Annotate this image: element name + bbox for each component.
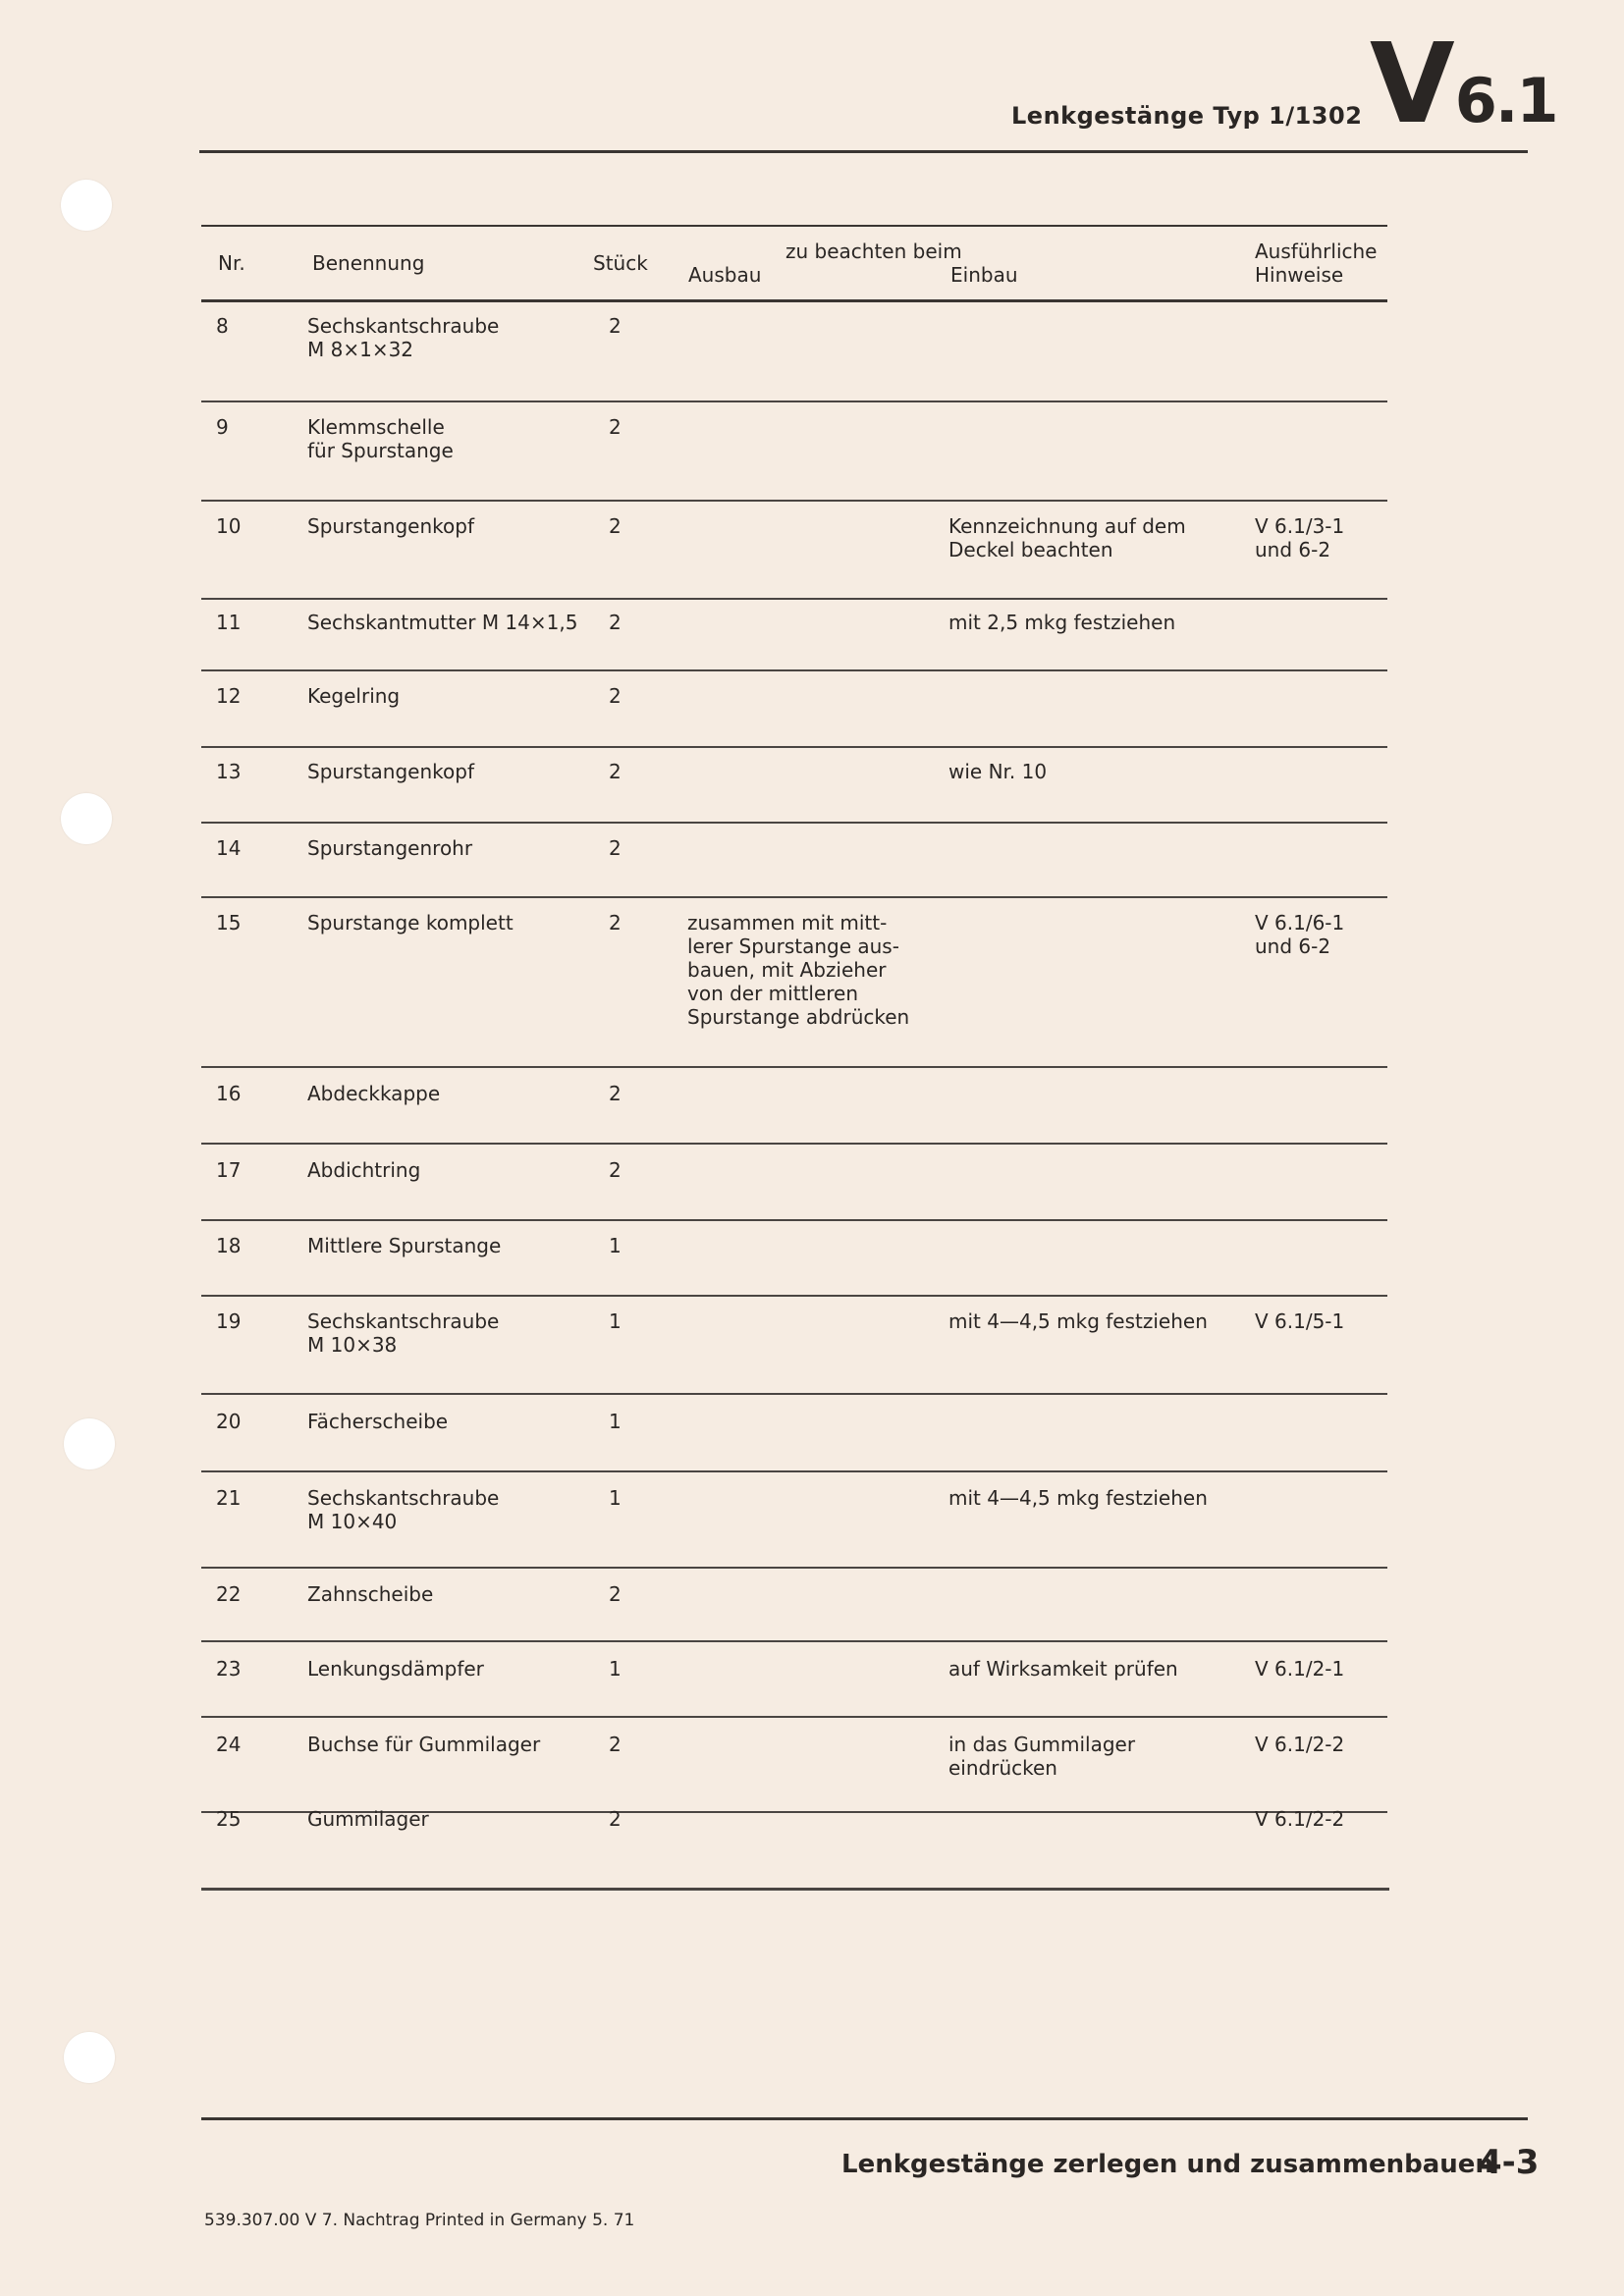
cell-nr: 21: [216, 1486, 242, 1510]
cell-stueck: 1: [609, 1234, 622, 1257]
header-nr: Nr.: [218, 251, 245, 275]
row-divider: [201, 1640, 1387, 1642]
header-einbau: Einbau: [950, 263, 1018, 287]
cell-ausbau: zusammen mit mitt- lerer Spurstange aus- bauen, mit Abzieher von der mittleren Spurstange abdrücken: [687, 911, 910, 1029]
cell-hinweise: V 6.1/3-1 und 6-2: [1255, 514, 1345, 561]
cell-nr: 11: [216, 611, 242, 634]
cell-benennung: Kegelring: [307, 684, 401, 708]
table-header-rule: [201, 299, 1387, 302]
cell-nr: 14: [216, 836, 242, 860]
cell-benennung: Sechskantschraube M 10×40: [307, 1486, 500, 1533]
cell-benennung: Spurstangenkopf: [307, 514, 474, 538]
cell-nr: 24: [216, 1733, 242, 1756]
cell-nr: 15: [216, 911, 242, 934]
cell-einbau: mit 4—4,5 mkg festziehen: [948, 1486, 1208, 1510]
cell-nr: 22: [216, 1582, 242, 1606]
cell-nr: 18: [216, 1234, 242, 1257]
row-divider: [201, 822, 1387, 824]
cell-benennung: Klemmschelle für Spurstange: [307, 415, 454, 462]
footer-title: Lenkgestänge zerlegen und zusammenbauen: [841, 2150, 1493, 2179]
cell-benennung: Spurstangenrohr: [307, 836, 473, 860]
table-top-rule: [201, 225, 1387, 227]
row-divider: [201, 896, 1387, 898]
cell-nr: 12: [216, 684, 242, 708]
row-divider: [201, 1393, 1387, 1395]
cell-einbau: Kennzeichnung auf dem Deckel beachten: [948, 514, 1186, 561]
row-divider: [201, 1888, 1389, 1891]
row-divider: [201, 1219, 1387, 1221]
row-divider: [201, 1716, 1387, 1718]
punch-hole: [61, 180, 112, 231]
cell-nr: 23: [216, 1657, 242, 1681]
cell-stueck: 2: [609, 1158, 622, 1182]
cell-stueck: 1: [609, 1309, 622, 1333]
cell-stueck: 2: [609, 1582, 622, 1606]
cell-stueck: 2: [609, 415, 622, 439]
cell-benennung: Abdeckkappe: [307, 1082, 441, 1105]
row-divider: [201, 400, 1387, 402]
header-rule: [199, 150, 1528, 153]
cell-stueck: 1: [609, 1410, 622, 1433]
section-number: 6.1: [1454, 65, 1557, 136]
cell-stueck: 2: [609, 836, 622, 860]
cell-nr: 10: [216, 514, 242, 538]
section-mark: [1370, 21, 1557, 148]
cell-nr: 9: [216, 415, 229, 439]
row-divider: [201, 1295, 1387, 1297]
footer-rule: [201, 2117, 1528, 2120]
cell-einbau: mit 2,5 mkg festziehen: [948, 611, 1176, 634]
cell-nr: 16: [216, 1082, 242, 1105]
cell-nr: 13: [216, 760, 242, 783]
header-ausbau: Ausbau: [688, 263, 762, 287]
cell-nr: 20: [216, 1410, 242, 1433]
cell-einbau: auf Wirksamkeit prüfen: [948, 1657, 1178, 1681]
cell-benennung: Buchse für Gummilager: [307, 1733, 541, 1756]
imprint: 539.307.00 V 7. Nachtrag Printed in Germany 5. 71: [204, 2211, 635, 2230]
cell-nr: 8: [216, 314, 229, 338]
cell-einbau: wie Nr. 10: [948, 760, 1048, 783]
row-divider: [201, 500, 1387, 502]
cell-stueck: 2: [609, 911, 622, 934]
cell-stueck: 2: [609, 684, 622, 708]
cell-nr: 19: [216, 1309, 242, 1333]
cell-benennung: Mittlere Spurstange: [307, 1234, 502, 1257]
cell-hinweise: V 6.1/5-1: [1255, 1309, 1345, 1333]
row-divider: [201, 669, 1387, 671]
cell-stueck: 2: [609, 1733, 622, 1756]
cell-stueck: 2: [609, 314, 622, 338]
cell-hinweise: V 6.1/2-2: [1255, 1807, 1345, 1831]
cell-benennung: Sechskantschraube M 10×38: [307, 1309, 500, 1357]
cell-stueck: 1: [609, 1486, 622, 1510]
header-benennung: Benennung: [312, 251, 425, 275]
cell-benennung: Fächerscheibe: [307, 1410, 449, 1433]
cell-benennung: Spurstange komplett: [307, 911, 514, 934]
cell-nr: 25: [216, 1807, 242, 1831]
row-divider: [201, 598, 1387, 600]
row-divider: [201, 746, 1387, 748]
cell-stueck: 2: [609, 760, 622, 783]
cell-benennung: Lenkungsdämpfer: [307, 1657, 484, 1681]
cell-nr: 17: [216, 1158, 242, 1182]
punch-hole: [64, 1418, 115, 1469]
header-hinweise: Ausführliche Hinweise: [1255, 240, 1378, 287]
cell-benennung: Sechskantschraube M 8×1×32: [307, 314, 500, 361]
row-divider: [201, 1143, 1387, 1145]
cell-stueck: 2: [609, 1807, 622, 1831]
cell-einbau: mit 4—4,5 mkg festziehen: [948, 1309, 1208, 1333]
punch-hole: [61, 793, 112, 844]
cell-hinweise: V 6.1/2-1: [1255, 1657, 1345, 1681]
cell-benennung: Spurstangenkopf: [307, 760, 474, 783]
cell-stueck: 2: [609, 514, 622, 538]
cell-stueck: 1: [609, 1657, 622, 1681]
cell-stueck: 2: [609, 1082, 622, 1105]
punch-hole: [64, 2032, 115, 2083]
page-title: Lenkgestänge Typ 1/1302: [1011, 102, 1363, 130]
cell-benennung: Gummilager: [307, 1807, 429, 1831]
section-letter: V: [1370, 21, 1449, 148]
row-divider: [201, 1567, 1387, 1569]
cell-benennung: Zahnscheibe: [307, 1582, 434, 1606]
cell-hinweise: V 6.1/6-1 und 6-2: [1255, 911, 1345, 958]
header-stueck: Stück: [593, 251, 648, 275]
cell-benennung: Abdichtring: [307, 1158, 421, 1182]
page-number: 4-3: [1479, 2143, 1540, 2182]
cell-hinweise: V 6.1/2-2: [1255, 1733, 1345, 1756]
row-divider: [201, 1470, 1387, 1472]
header-zu-beachten: zu beachten beim: [785, 240, 962, 263]
row-divider: [201, 1066, 1387, 1068]
cell-einbau: in das Gummilager eindrücken: [948, 1733, 1136, 1780]
cell-stueck: 2: [609, 611, 622, 634]
cell-benennung: Sechskantmutter M 14×1,5: [307, 611, 578, 634]
